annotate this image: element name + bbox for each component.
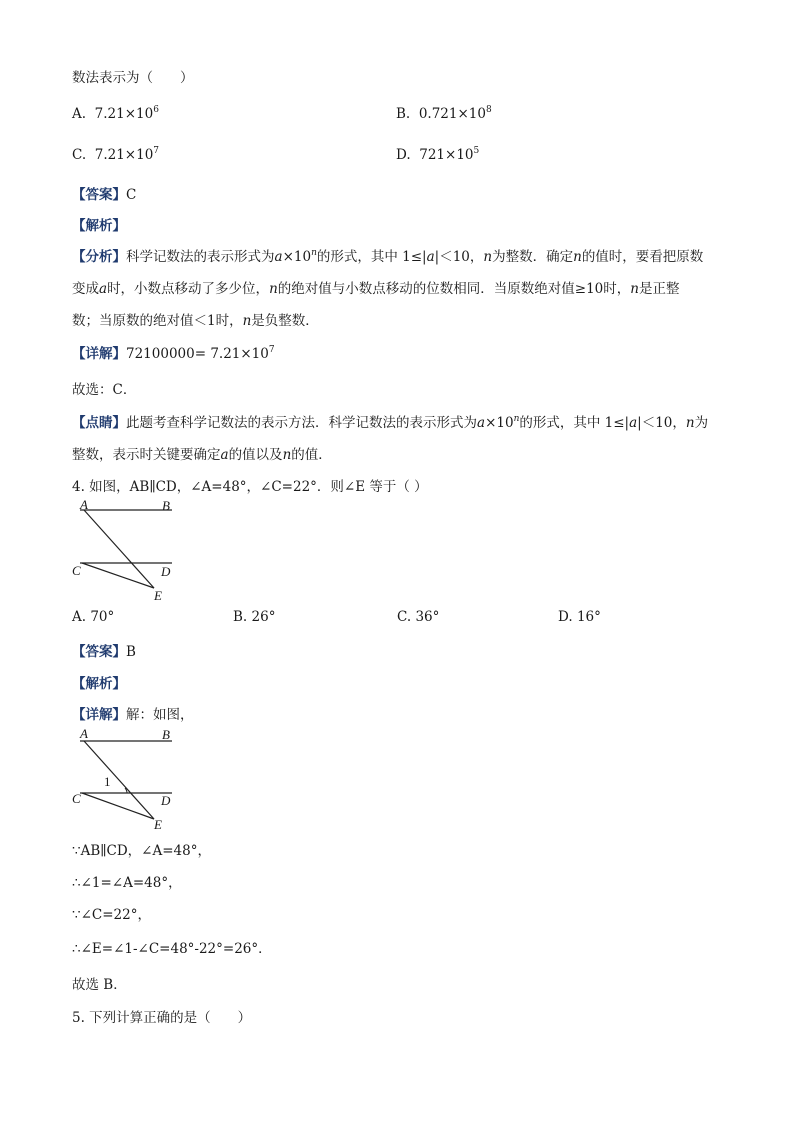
- option-letter: B.: [233, 609, 248, 625]
- text: |＜10，: [637, 415, 686, 431]
- var-a: a: [99, 281, 108, 297]
- option-value: 70°: [90, 609, 115, 625]
- var-n: n: [269, 281, 278, 297]
- option-letter: D.: [558, 609, 573, 625]
- option-value: 26°: [251, 609, 276, 625]
- q4-analysis-heading: [72, 672, 126, 692]
- q3-option-c: [72, 147, 159, 163]
- text: 是正整: [638, 281, 680, 297]
- label-c: C: [72, 563, 81, 578]
- answer-value: C: [126, 187, 137, 203]
- var-n: n: [483, 249, 493, 265]
- label-e: E: [154, 588, 162, 603]
- text: 的形式，其中 1≤|: [316, 249, 427, 265]
- answer-tag: 【答案】: [72, 644, 126, 660]
- q3-comment-line-2: [72, 443, 332, 463]
- text: 的值时，要看把原数: [581, 249, 704, 265]
- var-a: a: [477, 415, 486, 431]
- var-n: n: [311, 247, 317, 258]
- var-n: n: [573, 249, 582, 265]
- text: 变成: [72, 281, 99, 297]
- text: 的绝对值与小数点移动的位数相同．当原数绝对值≥10时，: [277, 281, 631, 297]
- q4-solution-figure: [70, 727, 190, 835]
- option-letter: B.: [396, 106, 411, 122]
- label-d: D: [161, 793, 171, 808]
- option-letter: A.: [72, 106, 87, 122]
- q3-fenxi-line-1: [72, 245, 703, 265]
- label-b: B: [162, 727, 170, 742]
- option-value: 7.21×10: [94, 106, 154, 122]
- q3-fenxi-line-2: [72, 277, 679, 297]
- var-n: n: [685, 415, 695, 431]
- text: 整数，表示时关键要确定: [72, 447, 221, 463]
- q4-option-d: [558, 609, 601, 625]
- option-value: 721×10: [419, 147, 474, 163]
- q4-stem: 4. 如图，AB∥CD，∠A=48°，∠C=22°．则∠E 等于（ ）: [72, 479, 428, 495]
- option-exponent: 5: [473, 145, 480, 156]
- option-letter: A.: [72, 609, 87, 625]
- q3-option-d: [396, 147, 479, 163]
- label-a: A: [80, 726, 88, 741]
- q4-step-2: ∴∠1=∠A=48°，: [72, 875, 182, 891]
- option-value: 7.21×10: [94, 147, 154, 163]
- q3-stem-tail: 数法表示为（ ）: [72, 70, 194, 86]
- label-b: B: [162, 498, 170, 513]
- var-n: n: [513, 413, 520, 424]
- option-letter: D.: [396, 147, 411, 163]
- comment-tag: 【点睛】: [72, 415, 126, 431]
- answer-value: B: [126, 644, 136, 660]
- text: ×10: [282, 249, 312, 265]
- var-a: a: [220, 447, 229, 463]
- q4-option-c: [397, 609, 439, 625]
- text: 科学记数法的表示形式为: [126, 249, 275, 265]
- answer-tag: 【答案】: [72, 187, 126, 203]
- exponent: 7: [268, 344, 275, 355]
- q3-conclusion: 故选：C．: [72, 382, 137, 398]
- q3-fenxi-line-3: [72, 309, 319, 329]
- var-n: n: [242, 313, 252, 329]
- q3-option-a: [72, 106, 159, 122]
- var-a: a: [629, 415, 638, 431]
- text: 的值以及: [228, 447, 283, 463]
- option-exponent: 7: [153, 145, 160, 156]
- line-ce: [82, 793, 154, 819]
- text: 为整数．确定: [492, 249, 574, 265]
- q3-option-b: [396, 106, 492, 122]
- text: ×10: [485, 415, 514, 431]
- option-value: 16°: [576, 609, 601, 625]
- q3-analysis-heading: [72, 214, 126, 234]
- option-letter: C.: [72, 147, 87, 163]
- text: 为: [694, 415, 709, 431]
- text: 数；当原数的绝对值＜1时，: [72, 313, 243, 329]
- q3-detail: [72, 342, 275, 362]
- option-letter: C.: [397, 609, 412, 625]
- q4-step-3: ∵∠C=22°，: [72, 907, 151, 923]
- label-e: E: [154, 817, 162, 832]
- q5-stem: 5. 下列计算正确的是（ ）: [72, 1010, 252, 1026]
- text: 的形式，其中 1≤|: [519, 415, 630, 431]
- q4-detail: [72, 703, 194, 723]
- text: 时，小数点移动了多少位，: [107, 281, 270, 297]
- label-c: C: [72, 791, 81, 806]
- line-ae: [84, 741, 154, 819]
- q4-step-1: ∵AB∥CD，∠A=48°，: [72, 843, 211, 859]
- var-n: n: [282, 447, 292, 463]
- label-angle-1: 1: [104, 774, 111, 789]
- q4-answer: [72, 640, 136, 660]
- q4-option-a: [72, 609, 114, 625]
- q3-answer: [72, 183, 136, 203]
- var-n: n: [630, 281, 639, 297]
- text: 是负整数．: [251, 313, 319, 329]
- q3-comment-line-1: [72, 411, 708, 431]
- q4-conclusion: 故选 B．: [72, 977, 127, 993]
- q4-option-b: [233, 609, 275, 625]
- var-a: a: [426, 249, 435, 265]
- analysis-tag: 【解析】: [72, 676, 126, 692]
- analysis-tag: 【解析】: [72, 218, 126, 234]
- option-exponent: 8: [485, 104, 492, 115]
- text: 解：如图，: [126, 707, 194, 723]
- q4-figure: [70, 496, 190, 606]
- label-d: D: [161, 564, 171, 579]
- option-value: 36°: [415, 609, 440, 625]
- text: 的值．: [291, 447, 332, 463]
- detail-tag: 【详解】: [72, 346, 126, 362]
- text: 72100000= 7.21×10: [126, 346, 269, 362]
- var-a: a: [274, 249, 283, 265]
- detail-tag: 【详解】: [72, 707, 126, 723]
- fenxi-tag: 【分析】: [72, 249, 126, 265]
- q4-step-4: ∴∠E=∠1-∠C=48°-22°=26°．: [72, 941, 272, 957]
- option-exponent: 6: [153, 104, 159, 115]
- text: 此题考查科学记数法的表示方法．科学记数法的表示形式为: [126, 415, 477, 431]
- label-a: A: [80, 497, 88, 512]
- option-value: 0.721×10: [418, 106, 486, 122]
- text: |＜10，: [434, 249, 484, 265]
